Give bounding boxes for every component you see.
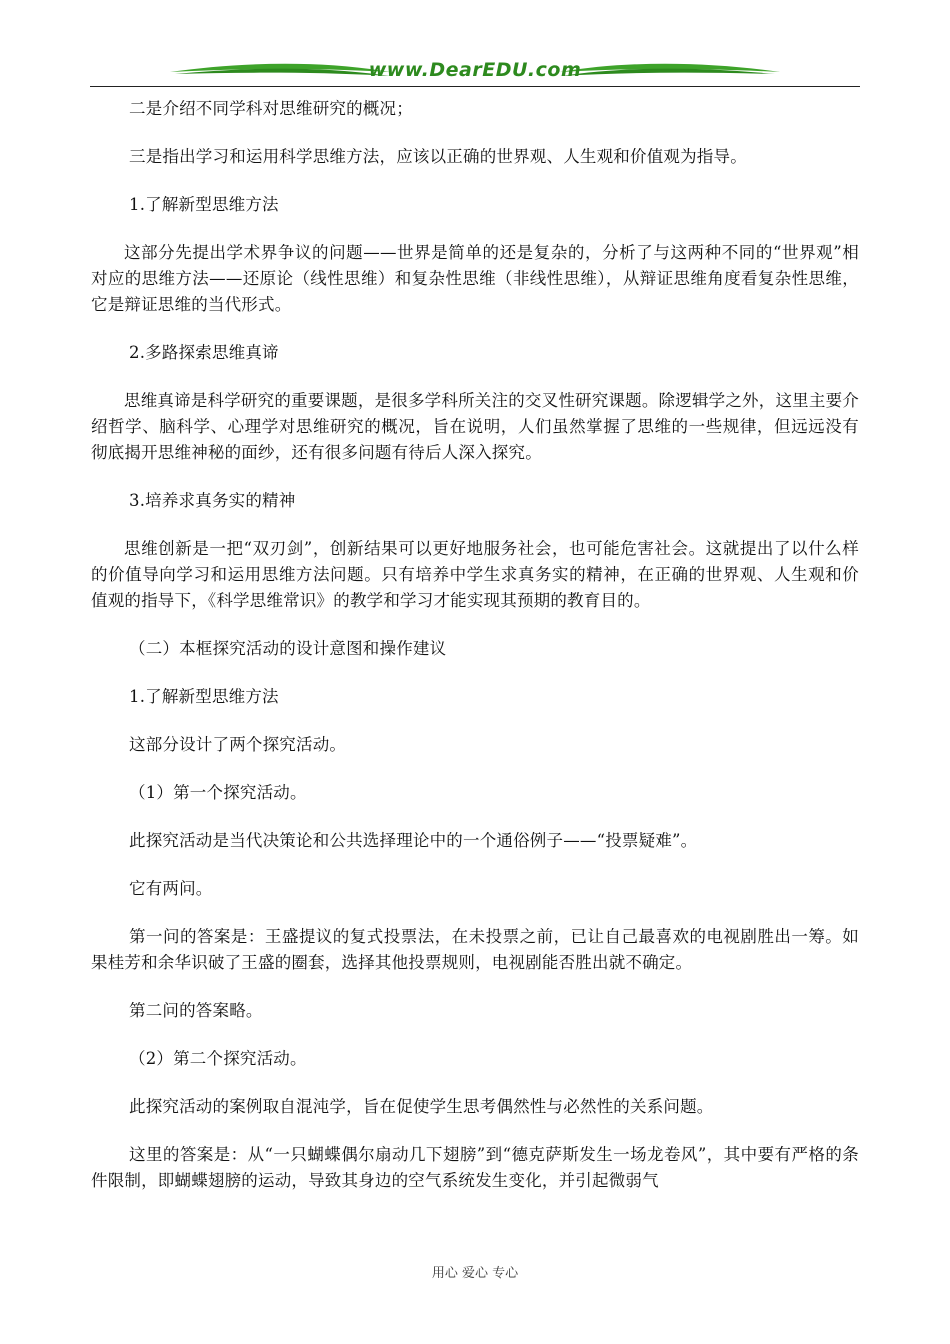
paragraph: 二是介绍不同学科对思维研究的概况； [129, 99, 413, 118]
paragraph: 思维真谛是科学研究的重要课题，是很多学科所关注的交叉性研究课题。除逻辑学之外，这里主要介绍哲学、脑科学、心理学对思维研究的概况，旨在说明，人们虽然掌握了思维的一些规律，但远远没有彻底揭开思维神秘的面纱，还有很多问题有待后人深入探究。 [91, 391, 859, 462]
section-heading: 2.多路探索思维真谛 [129, 343, 279, 362]
paragraph: 它有两问。 [129, 879, 213, 898]
header-logo-text: www.DearEDU.com [368, 59, 582, 81]
paragraph: 这部分先提出学术界争议的问题——世界是简单的还是复杂的，分析了与这两种不同的“世界观”相对应的思维方法——还原论（线性思维）和复杂性思维（非线性思维），从辩证思维角度看复杂性思维，它是辩证思维的当代形式。 [91, 243, 859, 314]
paragraph: 这里的答案是：从“一只蝴蝶偶尔扇动几下翅膀”到“德克萨斯发生一场龙卷风”，其中要有严格的条件限制，即蝴蝶翅膀的运动，导致其身边的空气系统发生变化，并引起微弱气 [91, 1145, 859, 1190]
header-divider [90, 86, 860, 87]
section-heading: 3.培养求真务实的精神 [129, 491, 296, 510]
document-body [91, 96, 859, 1194]
paragraph: 这部分设计了两个探究活动。 [129, 735, 347, 754]
paragraph: 三是指出学习和运用科学思维方法，应该以正确的世界观、人生观和价值观为指导。 [129, 147, 747, 166]
section-heading: 1.了解新型思维方法 [129, 687, 279, 706]
page-header [90, 50, 860, 90]
subsection-heading: （1）第一个探究活动。 [129, 783, 307, 802]
section-heading: 1.了解新型思维方法 [129, 195, 279, 214]
paragraph: 此探究活动是当代决策论和公共选择理论中的一个通俗例子——“投票疑难”。 [129, 831, 698, 850]
paragraph: 第一问的答案是：王盛提议的复式投票法，在未投票之前，已让自己最喜欢的电视剧胜出一筹。如果桂芳和余华识破了王盛的圈套，选择其他投票规则，电视剧能否胜出就不确定。 [91, 927, 859, 972]
paragraph: 思维创新是一把“双刃剑”，创新结果可以更好地服务社会，也可能危害社会。这就提出了以什么样的价值导向学习和运用思维方法问题。只有培养中学生求真务实的精神，在正确的世界观、人生观和价值观的指导下，《科学思维常识》的教学和学习才能实现其预期的教育目的。 [91, 539, 859, 610]
subsection-heading: （2）第二个探究活动。 [129, 1049, 307, 1068]
paragraph: 第二问的答案略。 [129, 1001, 263, 1020]
section-heading: （二）本框探究活动的设计意图和操作建议 [129, 639, 447, 658]
page-footer: 用心 爱心 专心 [431, 1266, 519, 1281]
paragraph: 此探究活动的案例取自混沌学，旨在促使学生思考偶然性与必然性的关系问题。 [129, 1097, 714, 1116]
